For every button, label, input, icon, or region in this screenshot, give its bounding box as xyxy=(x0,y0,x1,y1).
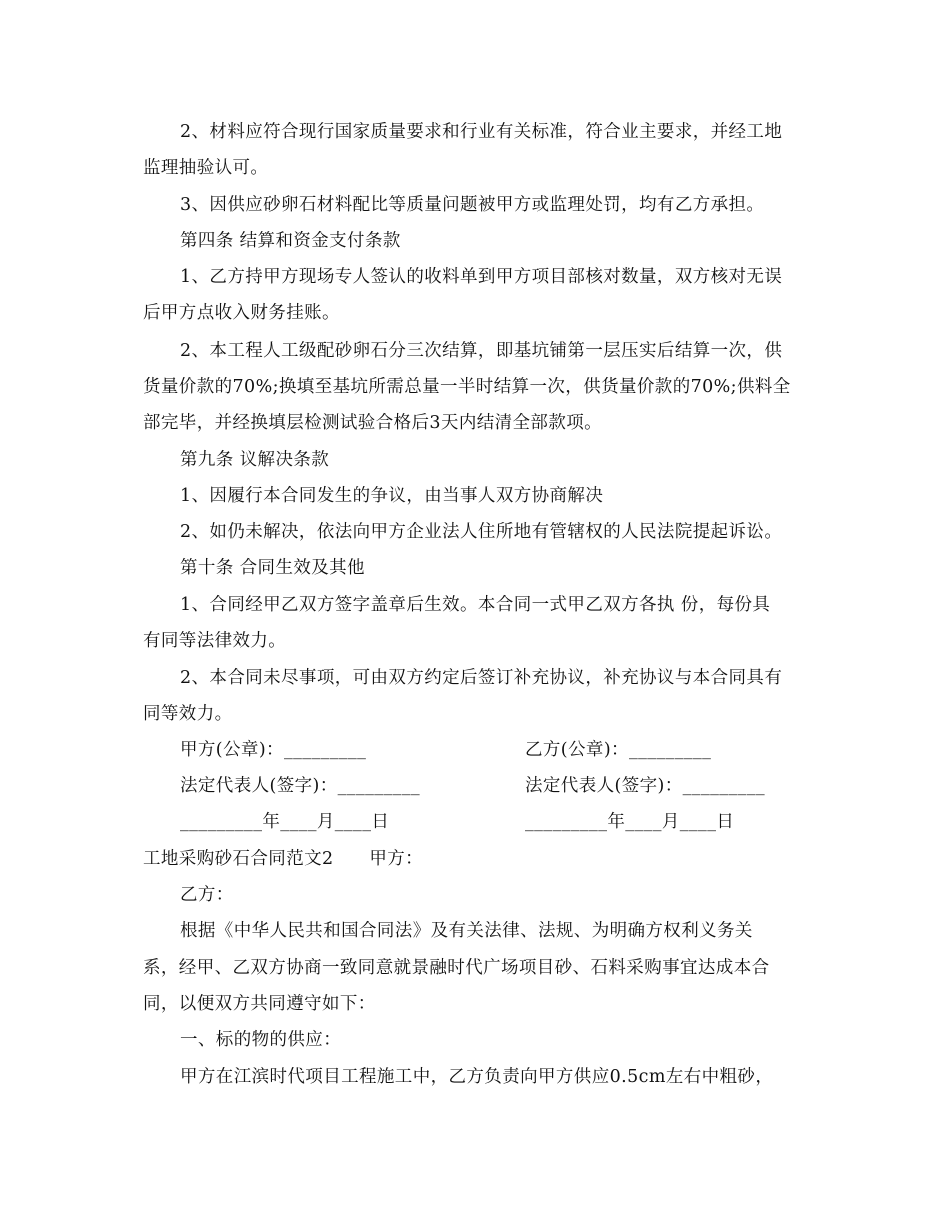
section-heading: 第九条 议解决条款 xyxy=(180,450,330,470)
paragraph-line: 系，经甲、乙双方协商一致同意就景融时代广场项目砂、石料采购事宜达成本合 xyxy=(143,958,770,978)
paragraph-line: 监理抽验认可。 xyxy=(143,158,269,178)
section-heading: 第四条 结算和资金支付条款 xyxy=(180,231,401,251)
party-a-seal-field: 甲方(公章)：_________ xyxy=(180,740,367,760)
paragraph-line: 根据《中华人民共和国合同法》及有关法律、法规、为明确方权利义务关 xyxy=(180,921,753,941)
paragraph-line: 3、因供应砂卵石材料配比等质量问题被甲方或监理处罚，均有乙方承担。 xyxy=(180,195,765,215)
party-b-seal-field: 乙方(公章)：_________ xyxy=(525,740,712,760)
document-title-line: 工地采购砂石合同范文2 甲方： xyxy=(143,849,424,869)
party-b-date-field: _________年____月____日 xyxy=(525,812,735,832)
paragraph-line: 1、合同经甲乙双方签字盖章后生效。本合同一式甲乙双方各执 份，每份具 xyxy=(180,595,771,615)
paragraph-line: 2、材料应符合现行国家质量要求和行业有关标准，符合业主要求，并经工地 xyxy=(180,122,783,142)
section-heading: 一、标的物的供应： xyxy=(180,1030,342,1050)
paragraph-line: 1、因履行本合同发生的争议，由当事人双方协商解决 xyxy=(180,486,604,506)
paragraph-line: 2、如仍未解决，依法向甲方企业法人住所地有管辖权的人民法院提起诉讼。 xyxy=(180,522,783,542)
paragraph-line: 2、本工程人工级配砂卵石分三次结算，即基坑铺第一层压实后结算一次，供 xyxy=(180,341,783,361)
paragraph-line: 部完毕，并经换填层检测试验合格后3天内结清全部款项。 xyxy=(143,413,603,433)
party-b-representative-field: 法定代表人(签字)：_________ xyxy=(525,776,766,796)
paragraph-line: 同等效力。 xyxy=(143,704,233,724)
paragraph-line: 2、本合同未尽事项，可由双方约定后签订补充协议，补充协议与本合同具有 xyxy=(180,668,783,688)
paragraph-line: 后甲方点收入财务挂账。 xyxy=(143,303,340,323)
paragraph-line: 1、乙方持甲方现场专人签认的收料单到甲方项目部核对数量，双方核对无误 xyxy=(180,267,783,287)
paragraph-line: 有同等法律效力。 xyxy=(143,631,287,651)
party-a-date-field: _________年____月____日 xyxy=(180,812,390,832)
paragraph-line: 乙方： xyxy=(180,885,234,905)
paragraph-line: 同，以便双方共同遵守如下： xyxy=(143,994,376,1014)
paragraph-line: 甲方在江滨时代项目工程施工中，乙方负责向甲方供应0.5cm左右中粗砂， xyxy=(180,1067,774,1087)
party-a-representative-field: 法定代表人(签字)：_________ xyxy=(180,776,421,796)
section-heading: 第十条 合同生效及其他 xyxy=(180,558,365,578)
paragraph-line: 货量价款的70%;换填至基坑所需总量一半时结算一次，供货量价款的70%;供料全 xyxy=(143,377,791,397)
